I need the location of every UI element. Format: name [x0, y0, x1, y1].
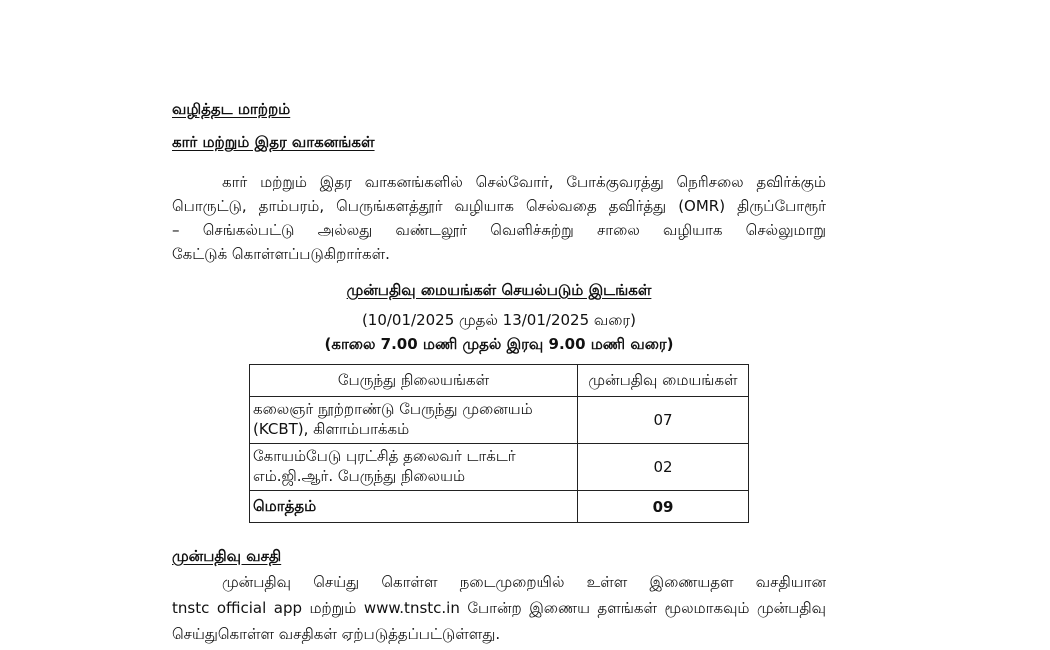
booking-heading: முன்பதிவு வசதி — [172, 547, 282, 565]
total-label-cell: மொத்தம் — [250, 491, 578, 523]
diversion-paragraph-line: கார் மற்றும் இதர வாகனங்களில் செல்வோர், போக்குவரத்து நெரிசலை தவிர்க்கும் — [222, 173, 826, 191]
booking-centers-table — [249, 364, 749, 523]
column-header-booking-centers: முன்பதிவு மையங்கள் — [578, 365, 749, 397]
booking-paragraph-line: tnstc official app மற்றும் www.tnstc.in போன்ற இணைய தளங்கள் மூலமாகவும் முன்பதிவு — [172, 599, 826, 617]
station-name-line: (KCBT), கிளாம்பாக்கம் — [253, 420, 410, 438]
total-count-cell: 09 — [578, 491, 749, 523]
station-name-cell — [250, 444, 578, 491]
table-total-row — [250, 491, 749, 523]
table-row — [250, 397, 749, 444]
booking-paragraph-line: செய்துகொள்ள வசதிகள் ஏற்படுத்தப்பட்டுள்ளது. — [172, 625, 501, 643]
table-row — [250, 444, 749, 491]
diversion-paragraph-line: கேட்டுக் கொள்ளப்படுகிறார்கள். — [172, 245, 390, 263]
centers-date-range: (10/01/2025 முதல் 13/01/2025 வரை) — [361, 311, 637, 329]
station-name-line: எம்.ஜி.ஆர். பேருந்து நிலையம் — [253, 467, 466, 485]
station-name-cell — [250, 397, 578, 444]
column-header-bus-stations: பேருந்து நிலையங்கள் — [250, 365, 578, 397]
diversion-paragraph-line: – செங்கல்பட்டு அல்லது வண்டலூர் வெளிச்சுற்று சாலை வழியாக செல்லுமாறு — [172, 221, 826, 239]
station-name-line: கலைஞர் நூற்றாண்டு பேருந்து முனையம் — [253, 400, 533, 418]
vehicles-subheading: கார் மற்றும் இதர வாகனங்கள் — [172, 133, 375, 151]
centers-time-range: (காலை 7.00 மணி முதல் இரவு 9.00 மணி வரை) — [324, 335, 674, 353]
table-header-row — [250, 365, 749, 397]
station-name-line: கோயம்பேடு புரட்சித் தலைவர் டாக்டர் — [253, 447, 516, 465]
diversion-paragraph-line: பொருட்டு, தாம்பரம், பெருங்களத்தூர் வழியாக செல்வதை தவிர்த்து (OMR) திருப்போரூர் — [172, 197, 826, 215]
center-count-cell: 02 — [578, 444, 749, 491]
booking-paragraph-line: முன்பதிவு செய்து கொள்ள நடைமுறையில் உள்ள இணையதள வசதியான — [222, 573, 826, 591]
center-count-cell: 07 — [578, 397, 749, 444]
diversion-heading: வழித்தட மாற்றம் — [172, 100, 291, 118]
centers-title: முன்பதிவு மையங்கள் செயல்படும் இடங்கள் — [346, 281, 652, 299]
